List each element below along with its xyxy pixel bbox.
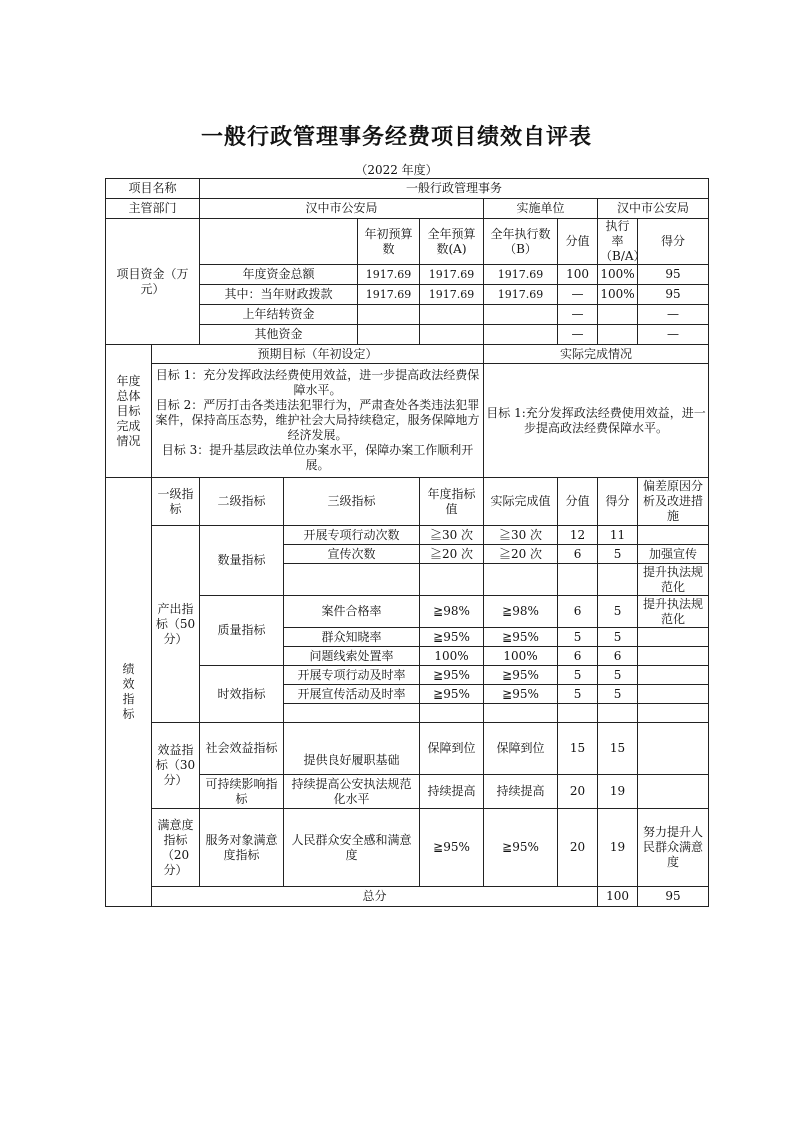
output-indicator-label: 产出指标（50分） [152,526,200,723]
indicator-note [638,723,709,775]
indicator-target: 100% [420,647,484,666]
evaluation-table [105,178,709,907]
funds-budget-start: 1917.69 [358,265,420,285]
indicator-name [284,564,420,596]
indicator-score: 5 [598,628,638,647]
funds-header-cell: 全年执行数（B） [484,219,558,265]
funds-score: 95 [638,285,709,305]
funds-score: — [638,325,709,345]
quantity-indicator-label: 数量指标 [200,526,284,596]
indicator-name: 案件合格率 [284,596,420,628]
indicator-target: ≧20 次 [420,545,484,564]
satisfaction-indicator-label: 满意度指标（20分） [152,809,200,887]
indicator-actual: ≧30 次 [484,526,558,545]
indicator-score: 19 [598,775,638,809]
funds-score-value: — [558,325,598,345]
funds-row-name: 上年结转资金 [200,305,358,325]
indicator-actual: ≧20 次 [484,545,558,564]
page-subtitle: （2022 年度） [355,163,438,177]
indicator-name: 持续提高公安执法规范化水平 [284,775,420,809]
indicator-header: 偏差原因分析及改进措施 [638,478,709,526]
indicator-value: 20 [558,775,598,809]
funds-header-cell: 执行率（B/A） [598,219,638,265]
indicator-note: 提升执法规范化 [638,564,709,596]
indicator-name: 群众知晓率 [284,628,420,647]
indicator-header: 得分 [598,478,638,526]
indicator-header: 一级指标 [152,478,200,526]
indicator-score: 11 [598,526,638,545]
funds-budget-year [420,325,484,345]
project-name-label: 项目名称 [106,179,200,199]
indicator-note: 加强宣传 [638,545,709,564]
indicator-actual: ≧95% [484,628,558,647]
indicator-note [638,685,709,704]
indicator-note [638,526,709,545]
page-title: 一般行政管理事务经费项目绩效自评表 [200,125,592,150]
indicator-note [638,647,709,666]
timeliness-indicator-label: 时效指标 [200,666,284,723]
indicator-name: 问题线索处置率 [284,647,420,666]
indicator-target: 保障到位 [420,723,484,775]
indicator-actual [484,704,558,723]
actual-results-header: 实际完成情况 [484,345,709,364]
funds-row-name: 其他资金 [200,325,358,345]
indicator-score: 5 [598,666,638,685]
indicator-target: 持续提高 [420,775,484,809]
project-name-value: 一般行政管理事务 [200,179,709,199]
indicator-note [638,775,709,809]
indicator-score: 15 [598,723,638,775]
indicator-name: 开展专项行动次数 [284,526,420,545]
indicator-value: 5 [558,628,598,647]
funds-budget-year: 1917.69 [420,285,484,305]
indicator-name: 人民群众安全感和满意度 [284,809,420,887]
indicator-score: 5 [598,685,638,704]
indicator-name: 开展专项行动及时率 [284,666,420,685]
indicator-value: 6 [558,647,598,666]
project-name-row [106,179,709,199]
funds-executed: 1917.69 [484,285,558,305]
indicator-target: ≧98% [420,596,484,628]
goals-label: 年度总体目标完成情况 [106,345,152,478]
department-label: 主管部门 [106,199,200,219]
indicator-header: 三级指标 [284,478,420,526]
indicator-target [420,704,484,723]
funds-budget-year [420,305,484,325]
indicator-note [638,704,709,723]
indicator-header: 实际完成值 [484,478,558,526]
goals-header-row [106,345,709,364]
indicator-note: 努力提升人民群众满意度 [638,809,709,887]
indicator-actual: ≧98% [484,596,558,628]
funds-budget-start [358,325,420,345]
sustainable-impact-label: 可持续影响指标 [200,775,284,809]
indicator-actual: 持续提高 [484,775,558,809]
funds-budget-year: 1917.69 [420,265,484,285]
indicator-target [420,564,484,596]
funds-budget-start: 1917.69 [358,285,420,305]
indicators-header-row [106,478,709,526]
expected-goals-text [152,364,484,478]
funds-header-cell: 得分 [638,219,709,265]
indicator-note [638,666,709,685]
total-label: 总分 [152,887,598,907]
funds-header-cell: 分值 [558,219,598,265]
funds-rate: 100% [598,285,638,305]
indicator-value [558,704,598,723]
funds-score-value: — [558,305,598,325]
indicator-row [106,723,709,775]
indicator-value: 6 [558,545,598,564]
funds-score-value: — [558,285,598,305]
indicator-value: 5 [558,666,598,685]
funds-header-cell: 全年预算数(A) [420,219,484,265]
indicator-value [558,564,598,596]
indicator-target: ≧95% [420,628,484,647]
department-row [106,199,709,219]
indicator-target: ≧30 次 [420,526,484,545]
goal-item: 目标 2：严厉打击各类违法犯罪行为，严肃查处各类违法犯罪案件，保持高压态势，维护社会大局持续稳定，服务保障地方经济发展。 [155,398,480,442]
indicator-score: 6 [598,647,638,666]
actual-results-text: 目标 1:充分发挥政法经费使用效益，进一步提高政法经费保障水平。 [484,364,709,478]
expected-goals-header: 预期目标（年初设定） [152,345,484,364]
funds-executed [484,325,558,345]
social-benefit-label: 社会效益指标 [200,723,284,775]
department-value: 汉中市公安局 [200,199,484,219]
indicator-score: 5 [598,545,638,564]
indicator-value: 20 [558,809,598,887]
indicator-name: 提供良好履职基础 [284,723,420,775]
indicator-header: 分值 [558,478,598,526]
indicator-name [284,704,420,723]
indicator-row [106,809,709,887]
total-score: 95 [638,887,709,907]
goal-item: 目标 1：充分发挥政法经费使用效益，进一步提高政法经费保障水平。 [155,368,480,397]
funds-header-row [106,219,709,265]
indicator-name: 开展宣传活动及时率 [284,685,420,704]
indicator-actual: 保障到位 [484,723,558,775]
funds-rate [598,305,638,325]
indicator-value: 5 [558,685,598,704]
quality-indicator-label: 质量指标 [200,596,284,666]
indicator-note: 提升执法规范化 [638,596,709,628]
funds-rate: 100% [598,265,638,285]
indicator-actual: 100% [484,647,558,666]
indicator-actual [484,564,558,596]
indicator-header: 二级指标 [200,478,284,526]
indicator-name: 宣传次数 [284,545,420,564]
indicator-actual: ≧95% [484,666,558,685]
funds-header-blank [200,219,358,265]
implementing-unit-value: 汉中市公安局 [598,199,709,219]
goal-item: 目标 3：提升基层政法单位办案水平，保障办案工作顺利开展。 [161,443,474,472]
funds-score-value: 100 [558,265,598,285]
funds-row-name: 年度资金总额 [200,265,358,285]
funds-header-cell: 年初预算数 [358,219,420,265]
service-satisfaction-label: 服务对象满意度指标 [200,809,284,887]
total-row [106,887,709,907]
implementing-unit-label: 实施单位 [484,199,598,219]
indicator-target: ≧95% [420,809,484,887]
funds-executed [484,305,558,325]
funds-rate [598,325,638,345]
indicator-value: 15 [558,723,598,775]
funds-budget-start [358,305,420,325]
indicator-value: 12 [558,526,598,545]
funds-label: 项目资金（万元） [106,219,200,345]
indicator-score: 19 [598,809,638,887]
indicator-header: 年度指标值 [420,478,484,526]
indicator-score [598,564,638,596]
benefit-indicator-label: 效益指标（30分） [152,723,200,809]
indicator-score [598,704,638,723]
indicator-target: ≧95% [420,666,484,685]
funds-score: — [638,305,709,325]
funds-executed: 1917.69 [484,265,558,285]
total-value: 100 [598,887,638,907]
indicator-row [106,526,709,545]
funds-row-name: 其中：当年财政拨款 [200,285,358,305]
indicator-actual: ≧95% [484,685,558,704]
indicator-value: 6 [558,596,598,628]
goals-row [106,364,709,478]
funds-score: 95 [638,265,709,285]
indicator-actual: ≧95% [484,809,558,887]
indicator-note [638,628,709,647]
indicator-score: 5 [598,596,638,628]
indicator-target: ≧95% [420,685,484,704]
indicators-label: 绩效指标 [106,478,152,907]
